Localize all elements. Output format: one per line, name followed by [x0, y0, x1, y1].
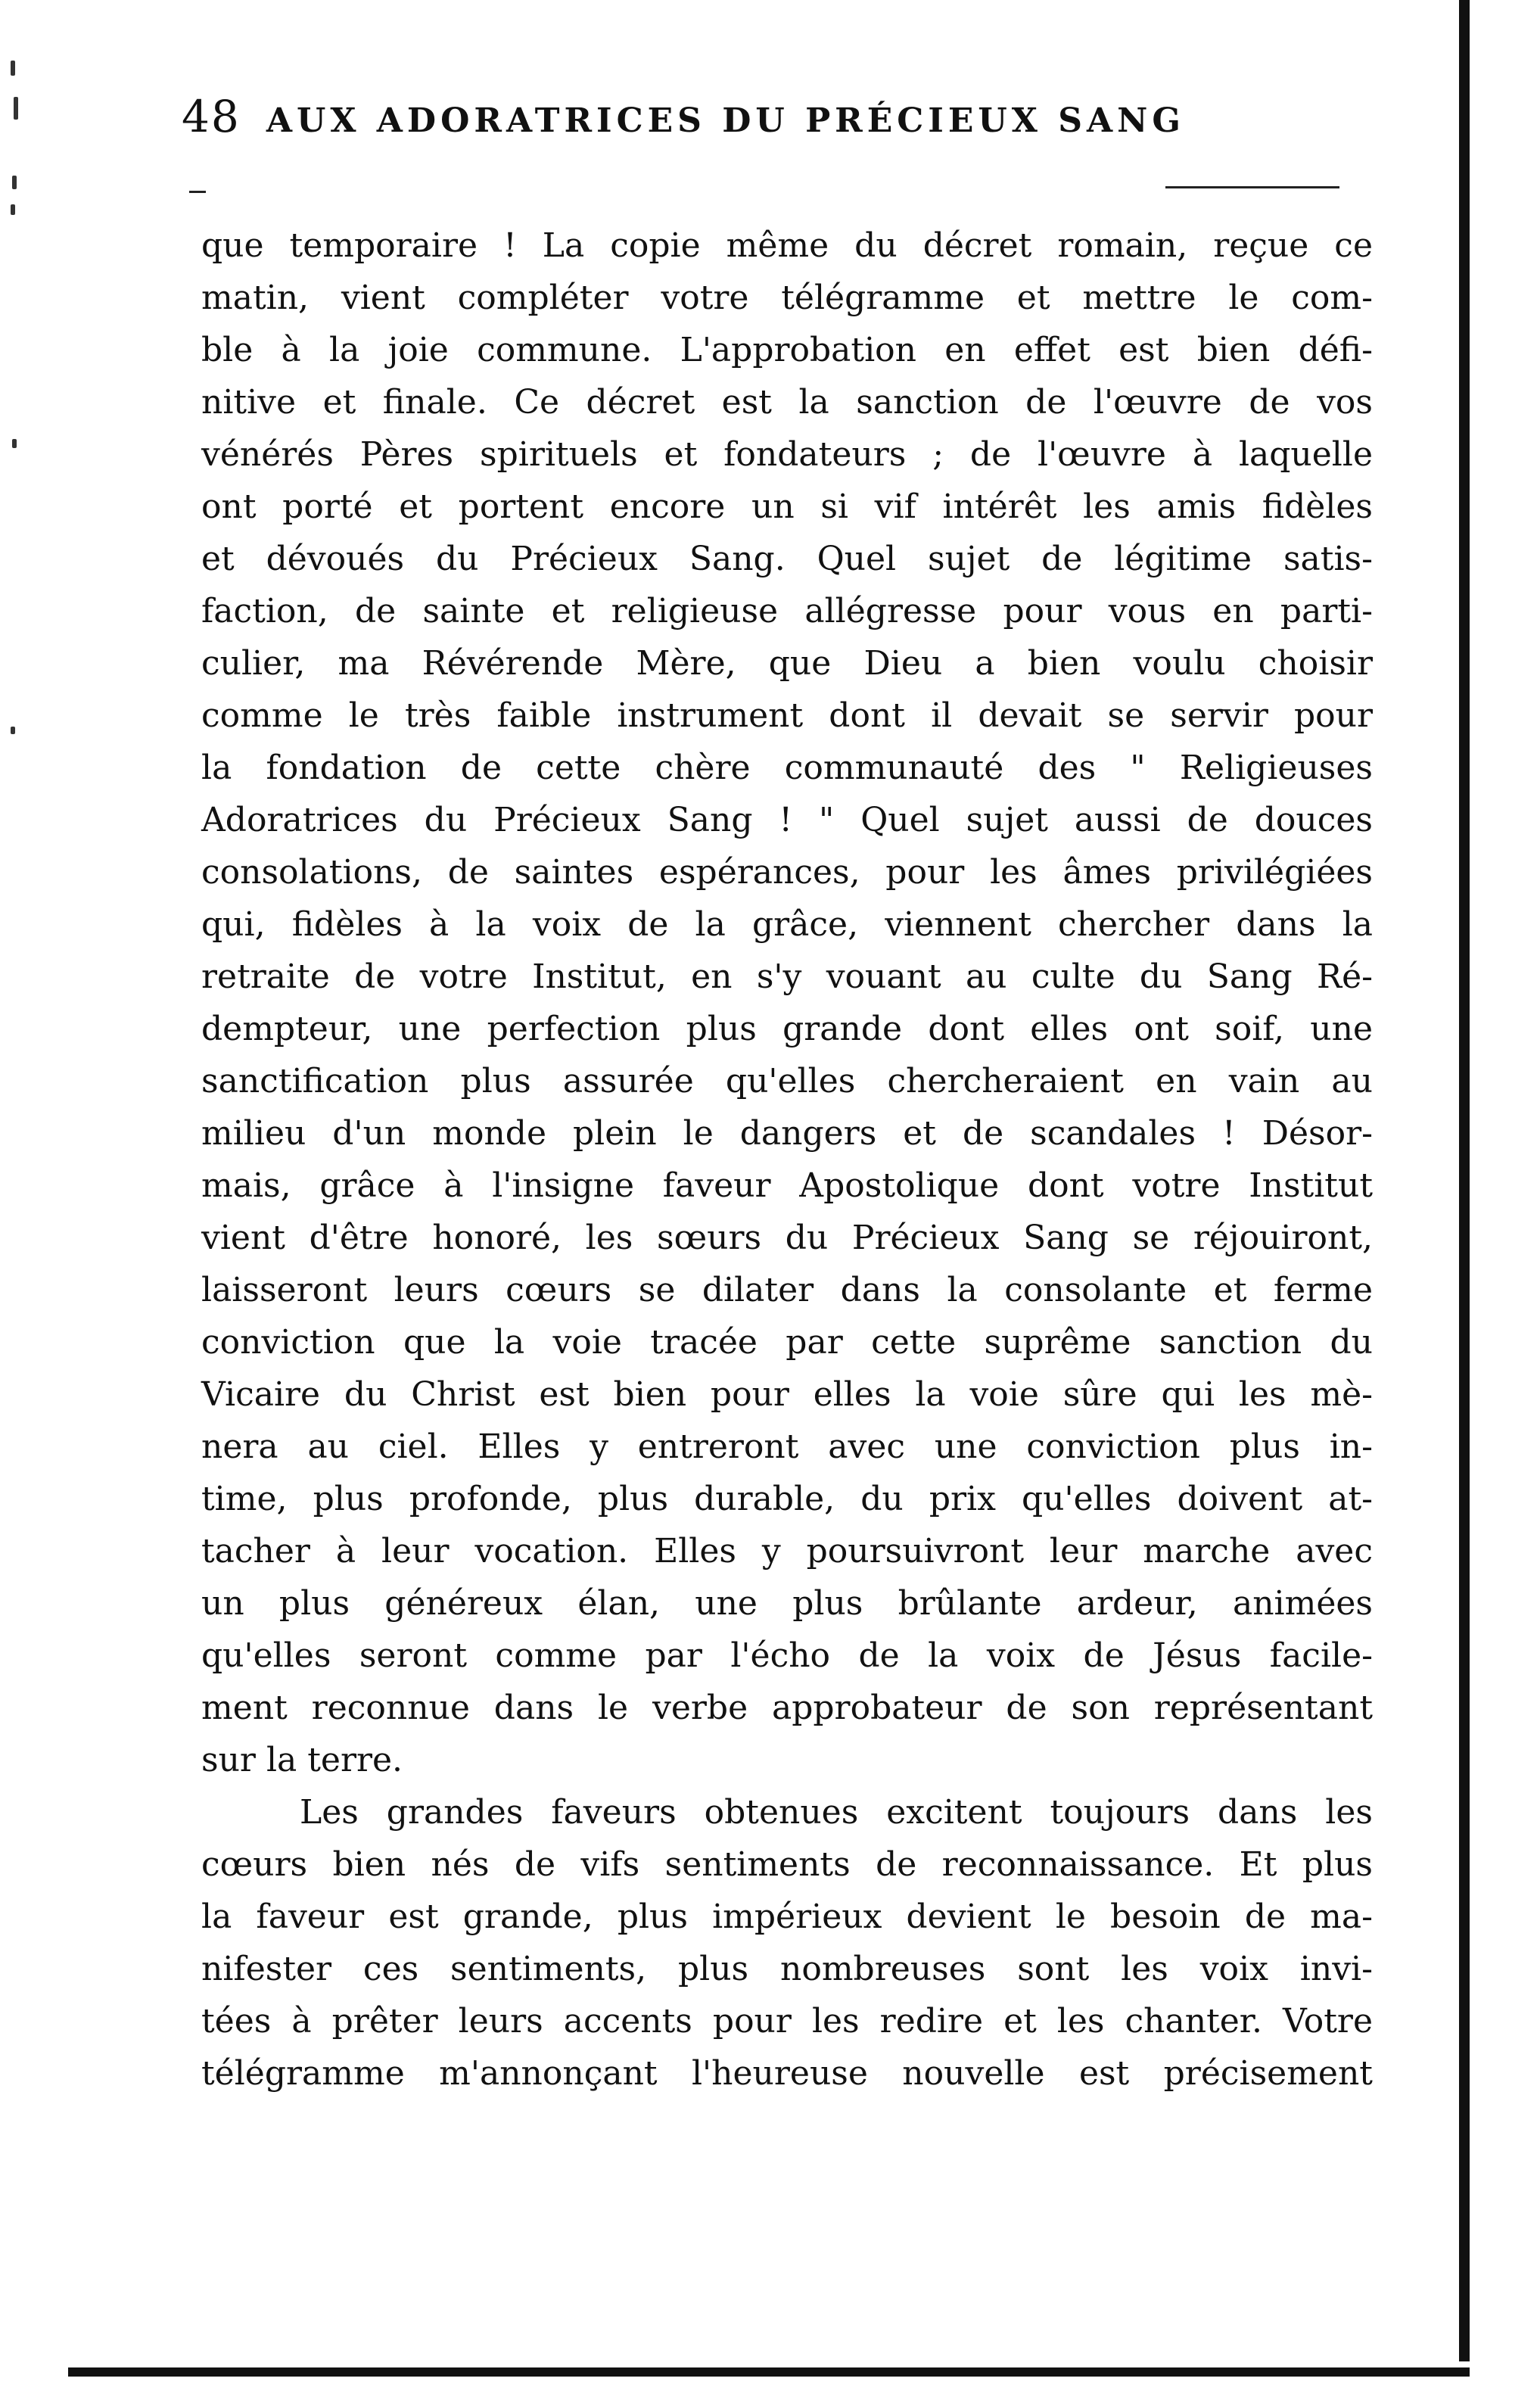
- text-line: un plus généreux élan, une plus brûlante ardeur, animées: [201, 1584, 1373, 1623]
- text-line: tacher à leur vocation. Elles y poursuivront leur marche avec: [201, 1532, 1373, 1571]
- text-line: vénérés Pères spirituels et fondateurs ; de l'œuvre à laquelle: [201, 435, 1373, 474]
- text-line: laisseront leurs cœurs se dilater dans la consolante et ferme: [201, 1271, 1373, 1309]
- text-line: dempteur, une perfection plus grande dont elles ont soif, une: [201, 1010, 1373, 1048]
- text-line: matin, vient compléter votre télégramme et mettre le com-: [201, 279, 1373, 317]
- text-line: mais, grâce à l'insigne faveur Apostolique dont votre Institut: [201, 1166, 1373, 1205]
- text-line: nifester ces sentiments, plus nombreuses sont les voix invi-: [201, 1950, 1373, 1988]
- text-line: ble à la joie commune. L'approbation en effet est bien défi-: [201, 331, 1373, 369]
- text-line: milieu d'un monde plein le dangers et de scandales ! Désor-: [201, 1114, 1373, 1153]
- text-line: comme le très faible instrument dont il devait se servir pour: [201, 696, 1373, 735]
- scan-margin-mark: [12, 176, 17, 189]
- text-line: time, plus profonde, plus durable, du prix qu'elles doivent at-: [201, 1480, 1373, 1518]
- text-line: qu'elles seront comme par l'écho de la voix de Jésus facile-: [201, 1636, 1373, 1675]
- text-line: faction, de sainte et religieuse allégresse pour vous en parti-: [201, 592, 1373, 630]
- text-line: Vicaire du Christ est bien pour elles la voie sûre qui les mè-: [201, 1375, 1373, 1414]
- text-line: nera au ciel. Elles y entreront avec une conviction plus in-: [201, 1427, 1373, 1466]
- text-line: et dévoués du Précieux Sang. Quel sujet de légitime satis-: [201, 540, 1373, 578]
- text-line: sanctification plus assurée qu'elles chercheraient en vain au: [201, 1062, 1373, 1100]
- text-line: nitive et finale. Ce décret est la sanction de l'œuvre de vos: [201, 383, 1373, 422]
- scan-margin-mark: [11, 204, 15, 215]
- page-edge-bottom: [68, 2367, 1470, 2377]
- body-text: [201, 219, 1373, 2100]
- page-number: 48: [182, 91, 241, 142]
- text-line: télégramme m'annonçant l'heureuse nouvelle est précisement: [201, 2054, 1373, 2093]
- text-line: retraite de votre Institut, en s'y vouant au culte du Sang Ré-: [201, 957, 1373, 996]
- text-line: culier, ma Révérende Mère, que Dieu a bien voulu choisir: [201, 644, 1373, 683]
- text-line: que temporaire ! La copie même du décret romain, reçue ce: [201, 226, 1373, 265]
- text-line: vient d'être honoré, les sœurs du Précieux Sang se réjouiront,: [201, 1219, 1373, 1257]
- scan-margin-mark: [11, 727, 15, 734]
- text-line: consolations, de saintes espérances, pour les âmes privilégiées: [201, 853, 1373, 892]
- text-line-paragraph-start: Les grandes faveurs obtenues excitent toujours dans les: [300, 1793, 1373, 1832]
- text-line: conviction que la voie tracée par cette suprême sanction du: [201, 1323, 1373, 1362]
- text-line: cœurs bien nés de vifs sentiments de reconnaissance. Et plus: [201, 1845, 1373, 1884]
- header-rule-left: [189, 191, 206, 193]
- scan-margin-mark: [14, 97, 18, 120]
- text-line: la fondation de cette chère communauté des " Religieuses: [201, 749, 1373, 787]
- text-line: ont porté et portent encore un si vif intérêt les amis fidèles: [201, 487, 1373, 526]
- text-line: la faveur est grande, plus impérieux devient le besoin de ma-: [201, 1897, 1373, 1936]
- running-title: AUX ADORATRICES DU PRÉCIEUX SANG: [266, 101, 1185, 140]
- text-line: qui, fidèles à la voix de la grâce, viennent chercher dans la: [201, 905, 1373, 944]
- page-edge-right: [1459, 0, 1470, 2361]
- scan-margin-mark: [11, 61, 15, 76]
- scan-margin-mark: [12, 439, 17, 448]
- text-line-paragraph-end: sur la terre.: [201, 1741, 403, 1779]
- header-rule-right: [1165, 186, 1339, 188]
- text-line: tées à prêter leurs accents pour les redire et les chanter. Votre: [201, 2002, 1373, 2041]
- text-line: ment reconnue dans le verbe approbateur de son représentant: [201, 1689, 1373, 1727]
- running-header: [182, 91, 1332, 159]
- text-line: Adoratrices du Précieux Sang ! " Quel sujet aussi de douces: [201, 801, 1373, 839]
